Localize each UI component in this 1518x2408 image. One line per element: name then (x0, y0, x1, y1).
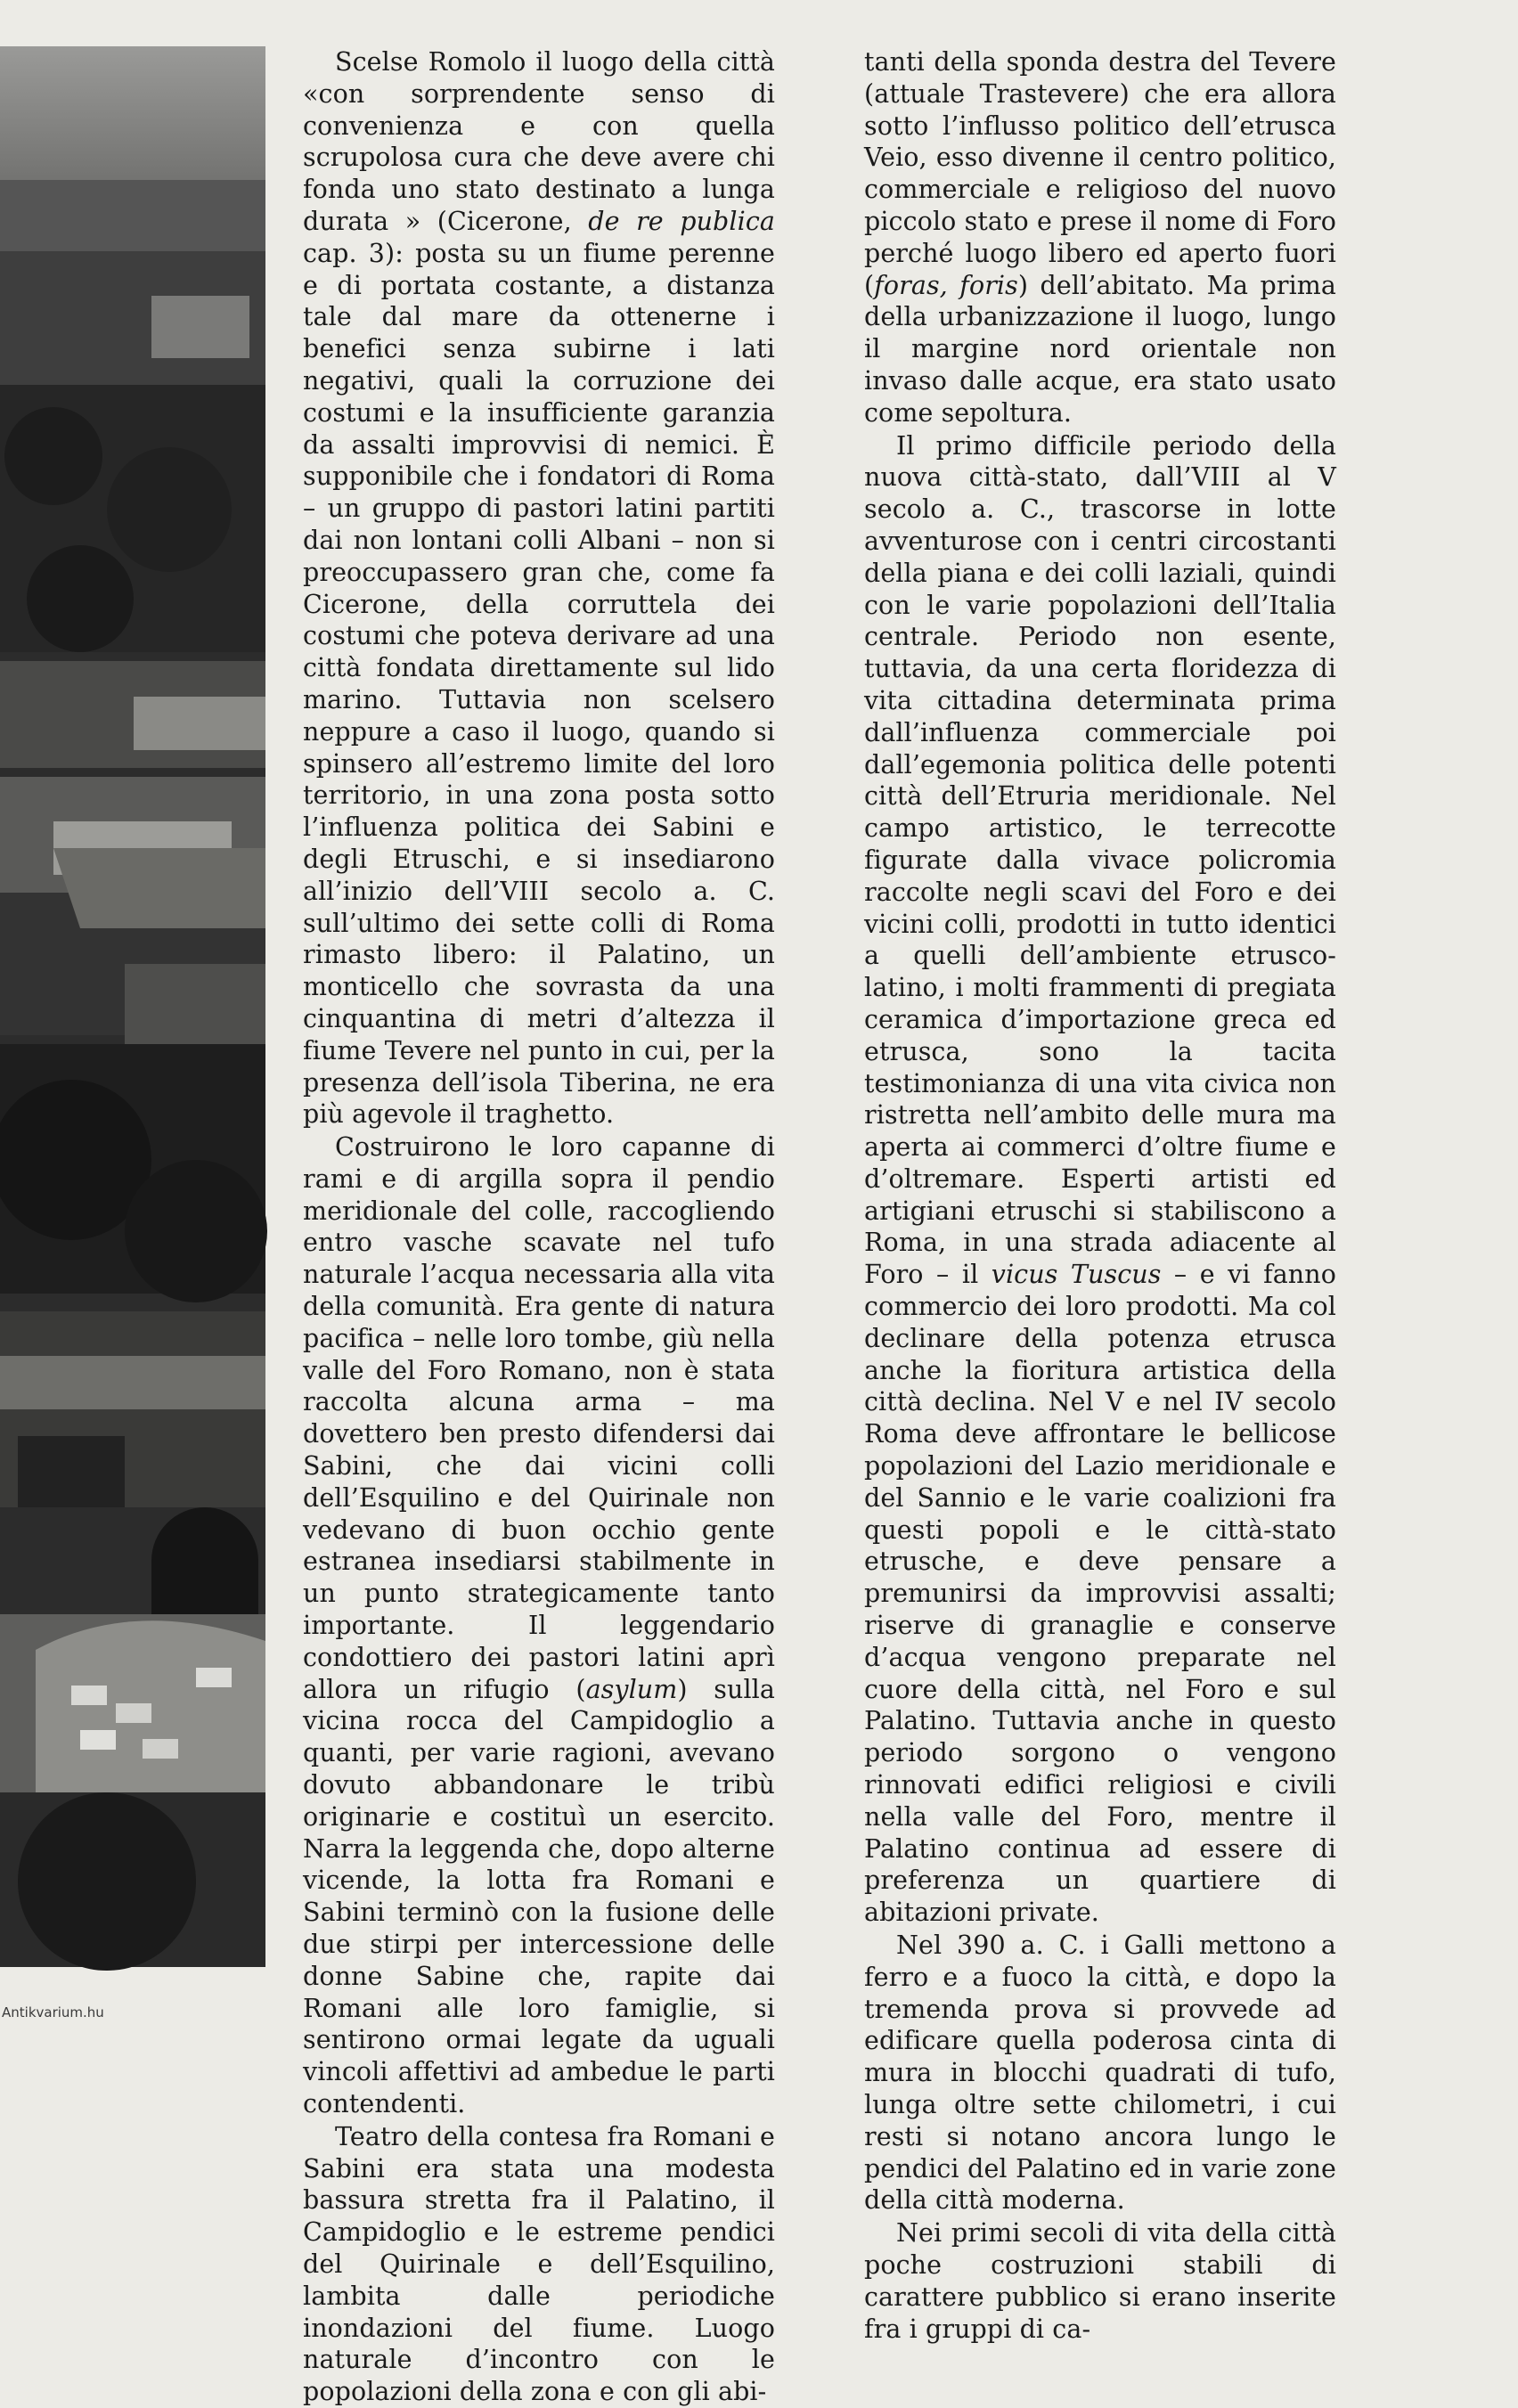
paragraph (864, 46, 1336, 429)
paragraph: Teatro della contesa fra Romani e Sabini era stata una modesta bassura stretta fra il Palatino, il Campidoglio e le estreme pendici del Quirinale e dell’Esquilino, lambita dalle periodiche inondazioni del fiume. Luogo naturale d’incontro con le popolazioni della zona e con gli abi- (303, 2121, 775, 2407)
paragraph (303, 46, 775, 1131)
watermark: Antikvarium.hu (2, 2004, 104, 2020)
text-run: – e vi fanno commercio dei loro prodotti. Ma col declinare della potenza etrusca anche la fioritura artistica della città declina. Nel V e nel IV secolo Roma deve affrontare le bellicose popolazioni del Lazio meridionale e del Sannio e le varie coalizioni fra questi popoli e le città-stato etrusche, e deve pensare a premunirsi da improvvisi assalti; riserve di granaglie e conserve d’acqua vengono preparate nel cuore della città, nel Foro e sul Palatino. Tuttavia anche in questo periodo sorgono o vengono rinnovati edifici religiosi e civili nella valle del Foro, mentre il Palatino continua ad essere di preferenza un quartiere di abitazioni private. (864, 1260, 1336, 1928)
text-run: cap. 3): posta su un fiume perenne e di portata costante, a distanza tale dal mare da ottenerne i benefici senza subirne i lati negativi, quali la corruzione dei costumi e la insufficiente garanzia da assalti improvvisi di nemici. È supponibile che i fondatori di Roma – un gruppo di pastori latini partiti dai non lontani colli Albani – non si preoccupassero gran che, come fa Cicerone, della corruttela dei costumi che poteva derivare ad una città fondata direttamente sul lido marino. Tuttavia non scelsero neppure a caso il luogo, quando si spinsero all’estremo limite del loro territorio, in una zona posta sotto l’influenza politica dei Sabini e degli Etruschi, e si insediarono all’inizio dell’VIII secolo a. C. sull’ultimo dei sette colli di Roma rimasto libero: il Palatino, un monticello che sovrasta da una cinquantina di metri d’altezza il fiume Tevere nel punto in cui, per la presenza dell’isola Tiberina, ne era più agevole il traghetto. (303, 238, 775, 1130)
paragraph (303, 1131, 775, 2120)
paragraph: Nel 390 a. C. i Galli mettono a ferro e a fuoco la città, e dopo la tremenda prova si provvede ad edificare quella poderosa cinta di mura in blocchi quadrati di tufo, lunga oltre sette chilometri, i cui resti si notano ancora lungo le pendici del Palatino ed in varie zone della città moderna. (864, 1930, 1336, 2216)
text-run: Il primo difficile periodo della nuova città-stato, dall’VIII al V secolo a. C., trascorse in lotte avventurose con i centri circostanti della piana e dei colli laziali, quindi con le varie popolazioni dell’Italia centrale. Periodo non esente, tuttavia, da una certa floridezza di vita cittadina determinata prima dall’influenza commerciale poi dall’egemonia politica delle potenti città dell’Etruria meridionale. Nel campo artistico, le terrecotte figurate dalla vivace policromia raccolte negli scavi del Foro e dei vicini colli, prodotti in tutto identici a quelli dell’ambiente etrusco-latino, i molti frammenti di pregiata ceramica d’importazione greca ed etrusca, sono la tacita testimonianza di una vita civica non ristretta nell’ambito delle mura ma aperta ai commerci d’oltre fiume e d’oltremare. Esperti artisti ed artigiani etruschi si stabiliscono a Roma, in una strada adiacente al Foro – il (864, 430, 1336, 1290)
text-column-right (864, 46, 1336, 2344)
latin-term: asylum (585, 1674, 678, 1704)
text-run: ) dell’abitato. Ma prima della urbanizzazione il luogo, lungo il margine nord orientale non invaso dalle acque, era stato usato come sepoltura. (864, 270, 1336, 428)
text-run: ) sulla vicina rocca del Campidoglio a quanti, per varie ragioni, avevano dovuto abbandonare le tribù originarie e costituì un esercito. Narra la leggenda che, dopo alterne vicende, la lotta fra Romani e Sabini terminò con la fusione delle due stirpi per intercessione delle donne Sabine che, rapite dai Romani alle loro famiglie, si sentirono ormai legate da uguali vincoli affettivi ad ambedue le parti contendenti. (303, 1674, 775, 2118)
latin-term: vicus Tuscus (991, 1260, 1162, 1290)
aerial-photo-rome (0, 46, 265, 1967)
book-title: de re publica (588, 206, 775, 236)
text-run: tanti della sponda destra del Tevere (attuale Trastevere) che era allora sotto l’influsso politico dell’etrusca Veio, esso divenne il centro politico, commerciale e religioso del nuovo piccolo stato e prese il nome di Foro perché luogo libero ed aperto fuori ( (864, 47, 1336, 300)
photo-illustration (0, 46, 265, 1967)
text-column-left (303, 46, 775, 2407)
paragraph (864, 430, 1336, 1929)
paragraph: Nei primi secoli di vita della città poche costruzioni stabili di carattere pubblico si erano inserite fra i gruppi di ca- (864, 2218, 1336, 2344)
text-run: Scelse Romolo il luogo della città «con sorprendente senso di convenienza e con quella scrupolosa cura che deve avere chi fonda uno stato destinato a lunga durata » (Cicerone, (303, 47, 775, 236)
text-run: Costruirono le loro capanne di rami e di argilla sopra il pendio meridionale del colle, raccogliendo entro vasche scavate nel tufo naturale l’acqua necessaria alla vita della comunità. Era gente di natura pacifica – nelle loro tombe, giù nella valle del Foro Romano, non è stata raccolta alcuna arma – ma dovettero ben presto difendersi dai Sabini, che dai vicini colli dell’Esquilino e del Quirinale non vedevano di buon occhio gente estranea insediarsi stabilmente in un punto strategicamente tanto importante. Il leggendario condottiero dei pastori latini aprì allora un rifugio ( (303, 1132, 775, 1704)
latin-term: foras, foris (874, 270, 1018, 300)
